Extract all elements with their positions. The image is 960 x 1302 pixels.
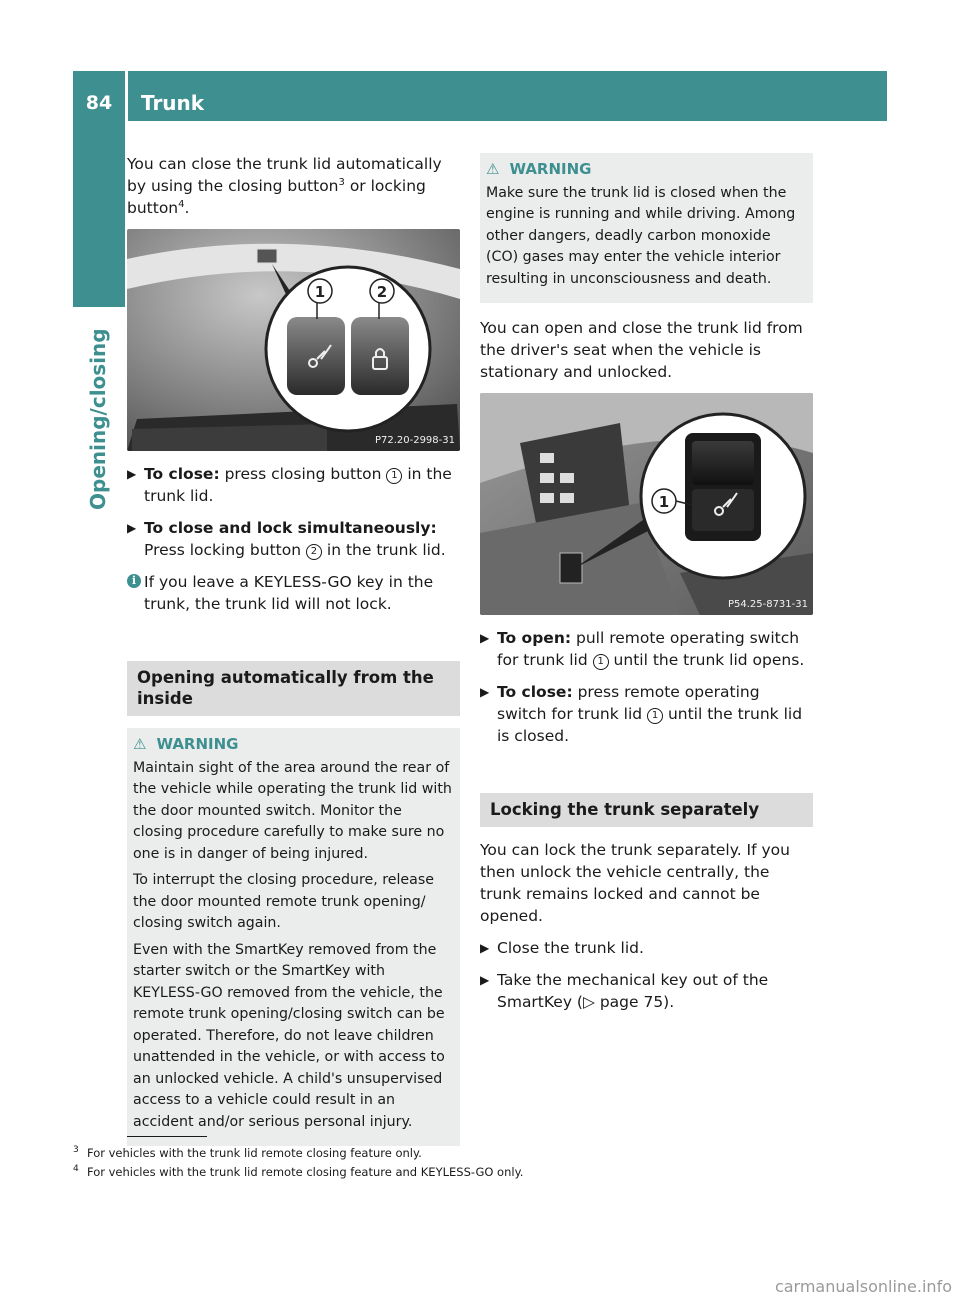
side-section-label: [78, 328, 118, 550]
warning-paragraph: Make sure the trunk lid is closed when the engine is running and while driving. Among other dangers, deadly carbon monoxide (CO) gases may enter the vehicle interior resulting in unconsciousness and death.: [486, 184, 796, 287]
step-arrow-icon: ▶: [480, 631, 490, 645]
step-arrow-icon: ▶: [127, 521, 137, 535]
right-column: [480, 153, 813, 1023]
step-arrow-icon: ▶: [480, 941, 490, 955]
section-heading-opening-inside: Opening automatically from the inside: [127, 661, 460, 716]
step-arrow-icon: ▶: [480, 685, 490, 699]
warning-box: [480, 153, 813, 303]
figure-code: P54.25-8731-31: [727, 599, 808, 610]
step-close-trunk: ▶ Close the trunk lid.: [480, 939, 644, 957]
door-switch-illustration: [480, 393, 813, 615]
paragraph: You can open and close the trunk lid from the driver's seat when the vehicle is stationary and unlocked.: [480, 319, 803, 381]
page-ref-link[interactable]: page 75).: [594, 993, 675, 1011]
info-note: i If you leave a KEYLESS-GO key in the trunk, the trunk lid will not lock.: [127, 571, 460, 615]
page-ref-arrow-icon: ▷: [582, 993, 595, 1011]
intro-paragraph: You can close the trunk lid automatically by using the closing button$^3$ or locking button$^4$.: [127, 155, 442, 217]
step-take-key: ▶ Take the mechanical key out of the SmartKey (▷ page 75).: [480, 971, 769, 1011]
trunk-lid-illustration: [127, 229, 460, 451]
side-section-label-text: Opening/closing: [86, 328, 110, 510]
warning-box: [127, 728, 460, 1146]
page-number: 84: [85, 92, 113, 114]
watermark: carmanualsonline.info: [774, 1277, 952, 1296]
warning-triangle-icon: ⚠: [133, 735, 147, 753]
step-arrow-icon: ▶: [480, 973, 490, 987]
footnote-3: 3 For vehicles with the trunk lid remote closing feature only.: [73, 1145, 422, 1160]
callout-1: 1: [658, 493, 670, 511]
figure-code: P72.20-2998-31: [374, 435, 455, 446]
footnote-ref-3[interactable]: 3: [338, 176, 345, 188]
trunk-lid-buttons-figure: [127, 229, 460, 451]
footnote-ref-4[interactable]: 4: [178, 198, 185, 210]
callout-ref: 2: [306, 544, 322, 560]
callout-ref: 1: [593, 654, 609, 670]
step-to-open: ▶ To open: pull remote operating switch for trunk lid 1 until the trunk lid opens.: [480, 629, 805, 669]
page-title: Trunk: [141, 91, 205, 115]
step-arrow-icon: ▶: [127, 467, 137, 481]
warning-paragraph: Even with the SmartKey removed from the starter switch or the SmartKey with KEYLESS-GO removed from the vehicle, the remote trunk opening/closing switch can be operated. Therefore, do not leave children unattended in the vehicle, or with access to an unlocked vehicle. A child's unsupervised access to a vehicle could result in an accident and/or serious personal injury.: [133, 941, 445, 1130]
step-to-close: ▶ To close: press closing button 1 in the trunk lid.: [127, 465, 452, 505]
warning-triangle-icon: ⚠: [486, 160, 500, 178]
callout-2: 2: [376, 283, 388, 301]
footnote-rule: [127, 1136, 207, 1137]
callout-1: 1: [314, 283, 326, 301]
door-switch-figure: [480, 393, 813, 615]
page-header: [73, 71, 887, 121]
warning-paragraph: To interrupt the closing procedure, release the door mounted remote trunk opening/ closing switch again.: [133, 872, 434, 931]
left-column: [127, 153, 460, 1160]
warning-title: ⚠ WARNING: [133, 735, 239, 753]
header-divider: [125, 71, 128, 121]
side-tab: [73, 121, 125, 307]
callout-ref: 1: [386, 468, 402, 484]
warning-paragraph: Maintain sight of the area around the rear of the vehicle while operating the trunk lid with the door mounted switch. Monitor the closing procedure carefully to make sure no one is in danger of being injured.: [133, 759, 452, 862]
warning-title: ⚠ WARNING: [486, 160, 592, 178]
step-close-and-lock: ▶ To close and lock simultaneously: Press locking button 2 in the trunk lid.: [127, 519, 446, 559]
paragraph: You can lock the trunk separately. If you then unlock the vehicle centrally, the trunk remains locked and cannot be opened.: [480, 841, 790, 925]
info-icon: i: [127, 574, 141, 588]
footnotes: [73, 1144, 887, 1182]
step-to-close: ▶ To close: press remote operating switch for trunk lid 1 until the trunk lid is closed.: [480, 683, 803, 745]
footnote-4: 4 For vehicles with the trunk lid remote closing feature and KEYLESS-GO only.: [73, 1164, 524, 1179]
section-heading-locking-separately: Locking the trunk separately: [480, 793, 813, 827]
callout-ref: 1: [647, 708, 663, 724]
